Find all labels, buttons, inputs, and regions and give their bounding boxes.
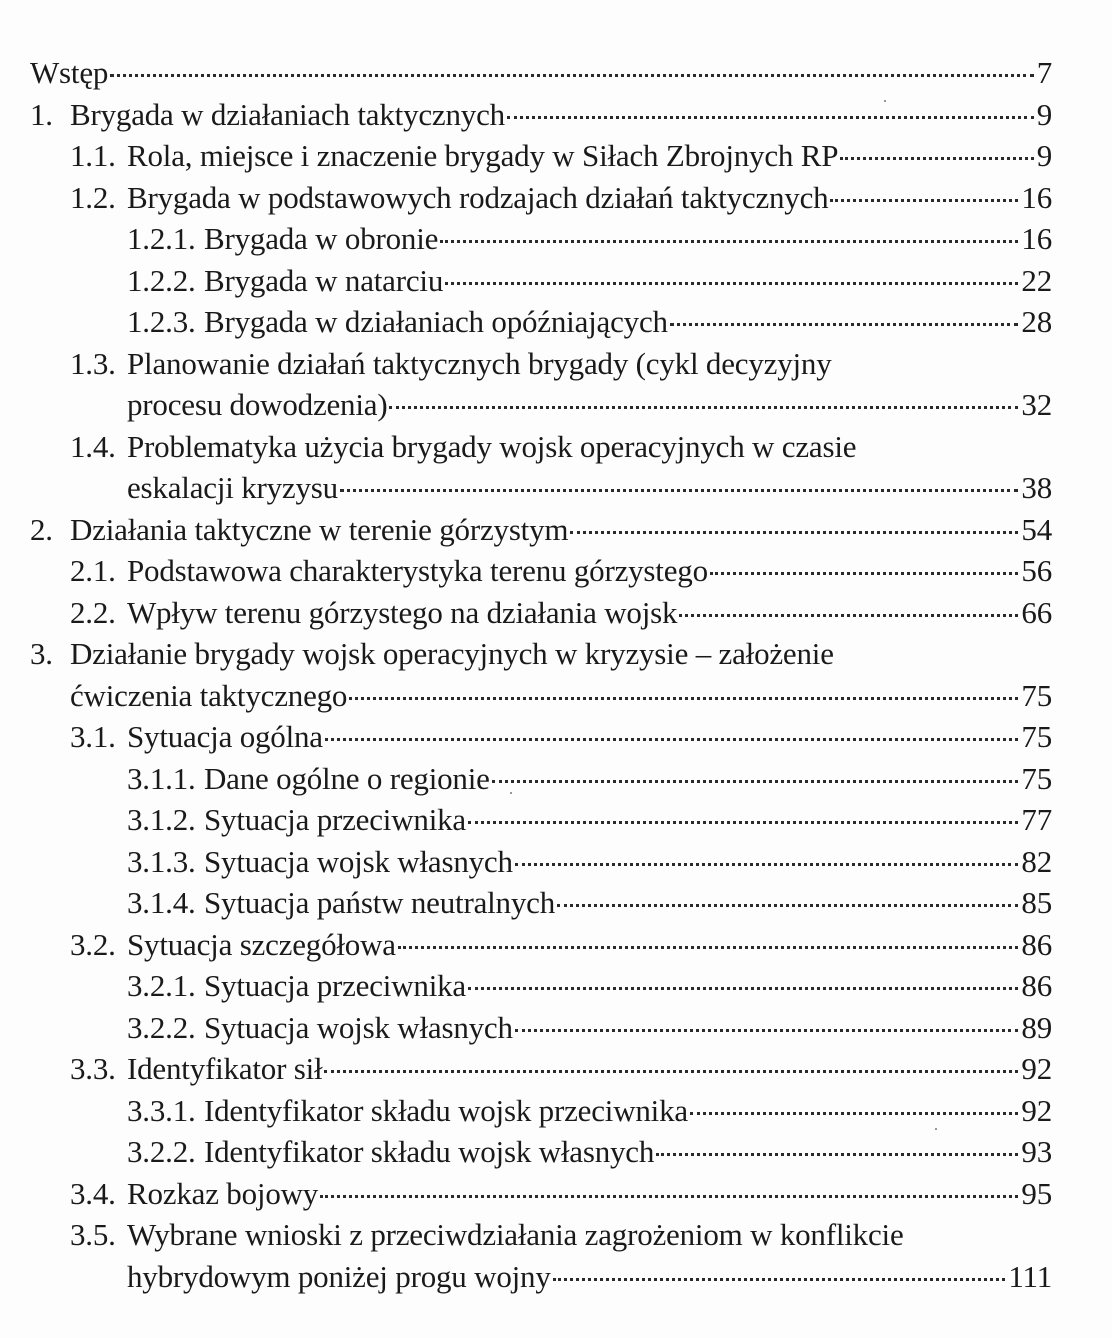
toc-entry-number: 3.1.3.: [127, 843, 196, 879]
toc-entry-title: Sytuacja wojsk własnych: [204, 1009, 513, 1045]
toc-entry-title: Podstawowa charakterystyka terenu górzystego: [127, 553, 708, 588]
toc-entry-number: 1.2.: [70, 179, 116, 215]
toc-entry-title-line1: Problematyka użycia brygady wojsk operacyjnych w czasie: [127, 428, 857, 464]
toc-entry-first-line: [30, 1214, 1052, 1256]
toc-entry-title: Rola, miejsce i znaczenie brygady w Siłach Zbrojnych RP: [127, 138, 839, 173]
toc-entry-page-number: 75: [1021, 677, 1052, 713]
dot-leader: [690, 1102, 1018, 1115]
toc-entry[interactable]: [30, 965, 1052, 1007]
toc-entry[interactable]: [30, 94, 1052, 136]
dot-leader: [515, 853, 1019, 866]
dot-leader: [468, 811, 1018, 824]
toc-entry-number: 3.2.1.: [127, 968, 196, 1003]
toc-entry-continuation-line: [30, 467, 1052, 509]
toc-entry-title: Brygada w działaniach taktycznych: [70, 96, 505, 132]
dot-leader: [553, 1268, 1006, 1281]
toc-entry-continuation-line: [30, 1256, 1052, 1298]
toc-entry[interactable]: [30, 1173, 1052, 1215]
scan-speck: [510, 792, 512, 794]
toc-entry-number: 1.2.1.: [127, 221, 196, 256]
toc-entry-first-line: [30, 633, 1052, 675]
dot-leader: [670, 313, 1019, 326]
toc-entry-number: 1.2.2.: [127, 262, 196, 298]
dot-leader: [440, 230, 1018, 243]
toc-entry-page-number: 75: [1021, 719, 1052, 754]
toc-entry-title-line1: Planowanie działań taktycznych brygady (cykl decyzyjny: [127, 345, 832, 381]
toc-entry-title: eskalacji kryzysu: [127, 470, 338, 505]
toc-entry-title: Identyfikator sił: [127, 1051, 323, 1086]
toc-entry-page-number: 92: [1021, 1092, 1052, 1128]
toc-entry-number: 3.3.1.: [127, 1092, 196, 1128]
toc-entry-line: [30, 882, 1052, 924]
toc-entry[interactable]: [30, 592, 1052, 634]
toc-entry-page-number: 75: [1021, 760, 1052, 796]
dot-leader: [398, 936, 1019, 949]
table-of-contents: [30, 52, 1052, 1297]
toc-entry-title-line1: Wybrane wnioski z przeciwdziałania zagrożeniom w konflikcie: [127, 1217, 904, 1252]
toc-entry-page-number: 85: [1021, 885, 1052, 920]
dot-leader: [570, 521, 1018, 534]
toc-entry-title: Brygada w podstawowych rodzajach działań taktycznych: [127, 179, 829, 215]
dot-leader: [557, 894, 1018, 907]
toc-entry-title: Sytuacja wojsk własnych: [204, 843, 513, 879]
toc-entry-title: Brygada w działaniach opóźniających: [204, 304, 668, 339]
toc-entry-page-number: 111: [1008, 1258, 1052, 1294]
toc-entry-page-number: 82: [1021, 843, 1052, 879]
toc-entry-number: 3.1.: [70, 719, 116, 754]
toc-entry[interactable]: [30, 301, 1052, 343]
toc-entry-title-line1: Działanie brygady wojsk operacyjnych w kryzysie – założenie: [70, 636, 834, 671]
toc-entry-number: 3.4.: [70, 1175, 116, 1211]
toc-entry-page-number: 89: [1021, 1009, 1052, 1045]
toc-entry-number: 3.1.1.: [127, 760, 196, 796]
toc-entry-page-number: 86: [1021, 968, 1052, 1003]
toc-entry-number: 1.: [30, 96, 53, 132]
toc-entry-page-number: 93: [1021, 1134, 1052, 1169]
toc-entry-title: Identyfikator składu wojsk przeciwnika: [204, 1092, 688, 1128]
toc-entry-title: Sytuacja szczegółowa: [127, 926, 396, 962]
toc-entry[interactable]: [30, 135, 1052, 177]
toc-entry-continuation-line: [30, 384, 1052, 426]
dot-leader: [840, 147, 1033, 160]
toc-entry-page-number: 9: [1036, 138, 1052, 173]
toc-entry-first-line: [30, 343, 1052, 385]
toc-entry-page-number: 77: [1021, 802, 1052, 837]
toc-entry-line: [30, 94, 1052, 136]
toc-entry[interactable]: [30, 260, 1052, 302]
toc-entry-title: Wpływ terenu górzystego na działania wojsk: [127, 594, 678, 630]
toc-entry-page-number: 32: [1021, 387, 1052, 422]
toc-entry[interactable]: [30, 633, 1052, 716]
toc-entry-page-number: 66: [1021, 594, 1052, 630]
toc-entry-title: Identyfikator składu wojsk własnych: [204, 1134, 655, 1169]
toc-entry[interactable]: [30, 716, 1052, 758]
toc-entry-page-number: 86: [1021, 926, 1052, 962]
toc-entry-page-number: 92: [1021, 1051, 1052, 1086]
toc-entry-line: [30, 799, 1052, 841]
dot-leader: [340, 479, 1018, 492]
toc-entry-page-number: 9: [1036, 96, 1052, 132]
toc-entry-title: Rozkaz bojowy: [127, 1175, 319, 1211]
toc-entry-title: Sytuacja ogólna: [127, 719, 323, 754]
toc-entry-title: Brygada w obronie: [204, 221, 439, 256]
toc-entry-continuation-line: [30, 675, 1052, 717]
toc-entry[interactable]: [30, 52, 1052, 94]
toc-entry[interactable]: [30, 841, 1052, 883]
dot-leader: [324, 1060, 1018, 1073]
toc-entry-line: [30, 550, 1052, 592]
toc-entry-number: 3.2.: [70, 926, 116, 962]
toc-entry-line: [30, 592, 1052, 634]
toc-entry-line: [30, 1007, 1052, 1049]
toc-entry-number: 1.4.: [70, 428, 116, 464]
dot-leader: [389, 396, 1018, 409]
toc-entry[interactable]: [30, 1131, 1052, 1173]
toc-entry[interactable]: [30, 426, 1052, 509]
toc-entry-line: [30, 135, 1052, 177]
toc-entry-number: 3.: [30, 636, 53, 671]
toc-entry-page-number: 54: [1021, 511, 1052, 547]
toc-entry-number: 2.1.: [70, 553, 116, 588]
toc-entry[interactable]: [30, 1007, 1052, 1049]
toc-entry-number: 3.1.4.: [127, 885, 196, 920]
scan-speck: [935, 1128, 937, 1130]
toc-entry-number: 3.2.2.: [127, 1009, 196, 1045]
toc-entry-line: [30, 1131, 1052, 1173]
dot-leader: [325, 728, 1019, 741]
toc-entry-line: [30, 301, 1052, 343]
toc-entry-title: Wstęp: [30, 55, 109, 90]
toc-entry-page-number: 16: [1021, 221, 1052, 256]
dot-leader: [349, 687, 1018, 700]
dot-leader: [710, 562, 1019, 575]
toc-entry-title: Sytuacja przeciwnika: [204, 802, 466, 837]
toc-entry-page-number: 16: [1021, 179, 1052, 215]
toc-entry-title: Sytuacja przeciwnika: [204, 968, 466, 1003]
toc-entry-title: hybrydowym poniżej progu wojny: [127, 1258, 551, 1294]
toc-entry[interactable]: [30, 799, 1052, 841]
toc-entry-number: 3.2.2.: [127, 1134, 196, 1169]
dot-leader: [507, 106, 1034, 119]
toc-entry-number: 3.3.: [70, 1051, 116, 1086]
toc-entry[interactable]: [30, 343, 1052, 426]
toc-entry-title: Sytuacja państw neutralnych: [204, 885, 555, 920]
toc-entry[interactable]: [30, 550, 1052, 592]
toc-entry-line: [30, 924, 1052, 966]
toc-entry[interactable]: [30, 1090, 1052, 1132]
toc-entry-number: 2.: [30, 511, 53, 547]
toc-entry-line: [30, 260, 1052, 302]
toc-entry[interactable]: [30, 924, 1052, 966]
toc-entry-line: [30, 1048, 1052, 1090]
toc-entry[interactable]: [30, 509, 1052, 551]
toc-entry-number: 2.2.: [70, 594, 116, 630]
toc-entry[interactable]: [30, 177, 1052, 219]
toc-entry-line: [30, 758, 1052, 800]
toc-entry-line: [30, 965, 1052, 1007]
toc-entry-number: 1.2.3.: [127, 304, 196, 339]
dot-leader: [830, 189, 1018, 202]
dot-leader: [515, 1019, 1019, 1032]
scan-speck: [884, 100, 886, 102]
toc-entry-line: [30, 1173, 1052, 1215]
toc-entry-page-number: 56: [1021, 553, 1052, 588]
toc-entry-title: Brygada w natarciu: [204, 262, 444, 298]
dot-leader: [110, 64, 1033, 77]
toc-entry-first-line: [30, 426, 1052, 468]
toc-entry-page-number: 95: [1021, 1175, 1052, 1211]
toc-entry-page-number: 7: [1036, 55, 1052, 90]
dot-leader: [679, 604, 1018, 617]
toc-entry[interactable]: [30, 218, 1052, 260]
toc-entry-line: [30, 218, 1052, 260]
toc-entry-line: [30, 716, 1052, 758]
toc-entry-line: [30, 1090, 1052, 1132]
dot-leader: [492, 770, 1019, 783]
toc-entry-line: [30, 177, 1052, 219]
toc-entry-number: 1.3.: [70, 345, 116, 381]
dot-leader: [656, 1143, 1018, 1156]
dot-leader: [445, 272, 1018, 285]
toc-entry-line: [30, 509, 1052, 551]
dot-leader: [468, 977, 1018, 990]
toc-entry-title: ćwiczenia taktycznego: [70, 677, 348, 713]
dot-leader: [320, 1185, 1018, 1198]
toc-entry-line: [30, 52, 1052, 94]
toc-entry[interactable]: [30, 1214, 1052, 1297]
toc-entry-title: Działania taktyczne w terenie górzystym: [70, 511, 569, 547]
toc-entry-page-number: 22: [1021, 262, 1052, 298]
toc-entry[interactable]: [30, 1048, 1052, 1090]
toc-entry-page-number: 28: [1021, 304, 1052, 339]
toc-entry-page-number: 38: [1021, 470, 1052, 505]
toc-entry[interactable]: [30, 882, 1052, 924]
toc-entry-title: procesu dowodzenia): [127, 387, 388, 422]
toc-entry-number: 1.1.: [70, 138, 116, 173]
toc-entry-line: [30, 841, 1052, 883]
toc-entry-number: 3.1.2.: [127, 802, 196, 837]
toc-entry-title: Dane ogólne o regionie: [204, 760, 490, 796]
toc-entry[interactable]: [30, 758, 1052, 800]
toc-entry-number: 3.5.: [70, 1217, 116, 1252]
